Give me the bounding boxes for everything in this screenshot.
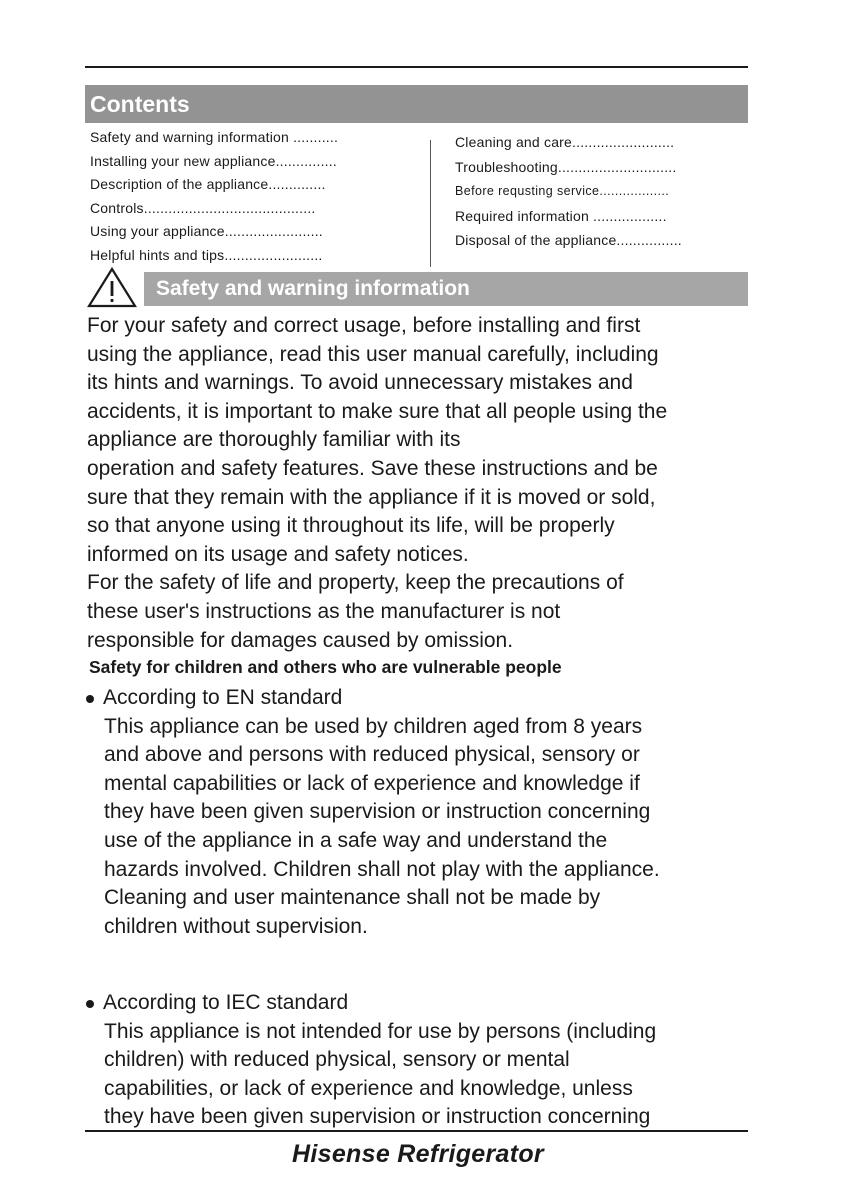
bullet-dot-icon xyxy=(86,695,94,703)
bullet-line: they have been given supervision or instruction concerning xyxy=(104,1105,651,1129)
bullet-line: they have been given supervision or instruction concerning xyxy=(104,800,651,824)
section-header-bar xyxy=(144,272,748,306)
toc-item-description: Description of the appliance.............. xyxy=(90,176,326,193)
toc-item-safety: Safety and warning information ........... xyxy=(90,129,339,145)
children-safety-subheading: Safety for children and others who are vulnerable people xyxy=(89,657,562,677)
bullet-line: This appliance can be used by children aged from 8 years xyxy=(104,714,643,738)
bullet-dot-icon xyxy=(86,1000,94,1008)
toc-right-column xyxy=(455,130,755,253)
toc-left-column xyxy=(90,126,420,268)
bullet-line: This appliance is not intended for use by persons (including xyxy=(104,1019,657,1043)
contents-header-bar xyxy=(85,85,748,123)
toc-item-controls: Controls.......................................... xyxy=(90,199,316,216)
bullet-heading: According to EN standard xyxy=(103,686,343,709)
en-standard-bullet xyxy=(84,684,764,941)
intro-line: For the safety of life and property, keep the precautions of xyxy=(87,571,624,595)
intro-line: operation and safety features. Save these instructions and be xyxy=(87,456,658,480)
toc-item-installing: Installing your new appliance............... xyxy=(90,152,337,169)
toc-item-required-info: Required information .................. xyxy=(455,207,667,224)
bullet-line: capabilities, or lack of experience and knowledge, unless xyxy=(104,1076,633,1100)
toc-divider xyxy=(430,140,431,267)
bullet-line: and above and persons with reduced physical, sensory or xyxy=(104,743,640,767)
bullet-heading: According to IEC standard xyxy=(103,991,349,1014)
bottom-rule xyxy=(85,1130,748,1132)
bullet-line: Cleaning and user maintenance shall not be made by xyxy=(104,886,601,910)
intro-line: these user's instructions as the manufacturer is not xyxy=(87,599,561,623)
intro-line: responsible for damages caused by omission. xyxy=(87,628,514,652)
intro-line: so that anyone using it throughout its life, will be properly xyxy=(87,514,615,538)
bullet-line: children) with reduced physical, sensory or mental xyxy=(104,1048,570,1072)
warning-triangle-icon xyxy=(86,266,138,308)
intro-line: For your safety and correct usage, before installing and first xyxy=(87,314,641,337)
contents-title: Contents xyxy=(90,91,190,117)
bullet-line: children without supervision. xyxy=(104,914,368,938)
toc-item-cleaning: Cleaning and care......................... xyxy=(455,134,675,150)
intro-line: sure that they remain with the appliance if it is moved or sold, xyxy=(87,485,656,509)
intro-line: accidents, it is important to make sure that all people using the xyxy=(87,399,668,423)
iec-standard-bullet xyxy=(84,989,764,1132)
toc-item-troubleshooting: Troubleshooting............................. xyxy=(455,158,677,175)
bullet-line: mental capabilities or lack of experience and knowledge if xyxy=(104,771,640,795)
bullet-heading-line xyxy=(84,684,764,713)
intro-line: informed on its usage and safety notices. xyxy=(87,542,469,566)
intro-line: using the appliance, read this user manual carefully, including xyxy=(87,342,659,366)
toc-item-before-service: Before requsting service.................. xyxy=(455,184,670,199)
section-title: Safety and warning information xyxy=(156,277,470,300)
footer-brand: Hisense Refrigerator xyxy=(292,1140,544,1168)
bullet-heading-line xyxy=(84,989,764,1018)
top-rule xyxy=(85,66,748,68)
intro-text xyxy=(87,312,767,655)
intro-line: its hints and warnings. To avoid unnecessary mistakes and xyxy=(87,371,633,395)
toc-item-disposal: Disposal of the appliance................ xyxy=(455,232,682,249)
bullet-line: hazards involved. Children shall not play with the appliance. xyxy=(104,857,660,881)
intro-line: appliance are thoroughly familiar with its xyxy=(87,428,461,452)
bullet-line: use of the appliance in a safe way and understand the xyxy=(104,828,608,852)
toc-item-hints: Helpful hints and tips........................ xyxy=(90,246,323,263)
toc-item-using: Using your appliance........................ xyxy=(90,223,323,240)
